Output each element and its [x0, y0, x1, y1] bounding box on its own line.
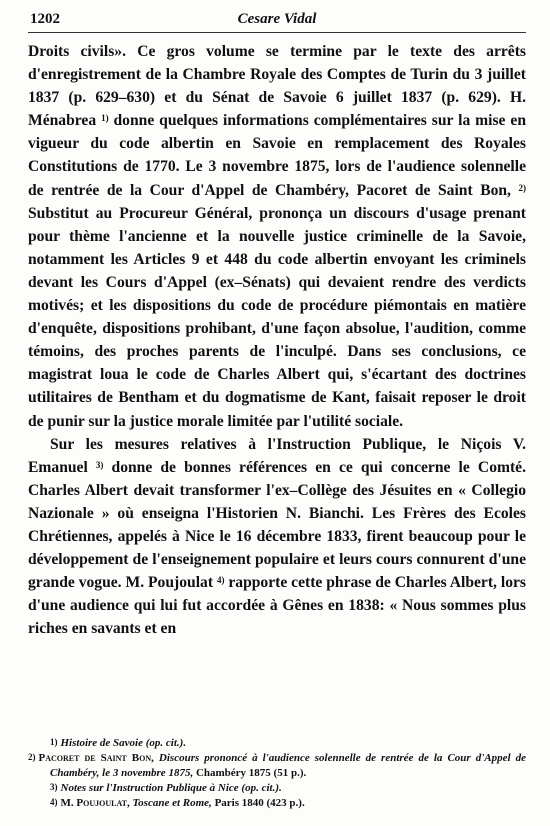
paragraph	[28, 40, 526, 433]
footnote-ref[interactable]: 1)	[101, 113, 109, 124]
footnote-title: Histoire de Savoie	[60, 737, 143, 749]
footnote-rest: Chambéry 1875 (51 p.).	[193, 767, 307, 779]
footnote-author: M. Poujoulat,	[60, 797, 130, 809]
page-header	[28, 8, 526, 33]
footnote-ref[interactable]: 3)	[95, 459, 104, 470]
body-text	[28, 40, 526, 640]
footnote	[28, 751, 526, 781]
running-title: Cesare Vidal	[237, 11, 317, 27]
footnote-ref[interactable]: 4)	[216, 575, 225, 586]
paragraph-text: Sur les mesures relatives à l'Instruction Publique, le Niçois V. Emanuel	[28, 435, 526, 476]
page-number: 1202	[30, 11, 60, 27]
footnote	[28, 796, 526, 811]
footnote-number: 1)	[50, 737, 58, 747]
footnote-number: 3)	[50, 782, 58, 792]
footnote-title: Notes sur l'Instruction Publique à Nice	[60, 782, 239, 794]
paragraph-text: rapporte cette phrase de Charles Albert, lors d'une audience qui lui fut accordée à Gênes en 1838: « Nous sommes plus riches en savants et en	[28, 574, 526, 638]
footnote-number: 2)	[28, 752, 36, 762]
footnote-ref[interactable]: 2)	[518, 182, 526, 193]
paragraph-text: Droits civils». Ce gros volume se termine par le texte des arrêts d'enregistrement de la Chambre Royale des Comptes de Turin du 3 juillet 1837 (p. 629–630) et du Sénat de Savoie 6 juillet 1837 (p. 629). H. Ménabrea	[28, 43, 526, 130]
footnote-rest: (op. cit.).	[143, 737, 187, 749]
footnote	[28, 736, 526, 751]
paragraph-text: Substitut au Procureur Général, prononça un discours d'usage prenant pour thème l'ancienne et la nouvelle justice criminelle de la Savoie, notamment les Articles 9 et 448 du code albertin envoyant les criminels devant les Cours d'Appel (ex–Sénats) qui devaient rendre des verdicts motivés; et les dispositions du code de procédure piémontais en matière d'enquête, dispositions prohibant, d'une façon absolue, l'audition, comme témoins, des proches parents de l'inculpé. Dans ses conclusions, ce magistrat loua le code de Charles Albert qui, s'écartant des doctrines utilitaires de Bentham et du dogmatisme de Kant, faisait reposer le droit de punir sur la justice morale limitée par l'utilité sociale.	[28, 204, 526, 430]
footnote-title: Discours prononcé à l'audience solennelle de rentrée de la Cour d'Appel de Chambéry, le 3 novembre 1875,	[50, 752, 526, 779]
footnote-rest: (op. cit.).	[238, 782, 282, 794]
footnote-author: Pacoret de Saint Bon,	[38, 752, 154, 764]
paragraph	[28, 433, 526, 641]
paragraph-text: donne quelques informations complémentaires sur la mise en vigueur du code albertin en Savoie en remplacement des Royales Constitutions de 1770. Le 3 novembre 1875, lors de l'audience solennelle de rentrée de la Cour d'Appel de Chambéry, Pacoret de Saint Bon,	[28, 112, 526, 199]
footnotes	[28, 736, 526, 811]
paragraph-text: donne de bonnes références en ce qui concerne le Comté. Charles Albert devait transformer l'ex–Collège des Jésuites en « Collegio Nazionale » où enseigna l'Historien N. Bianchi. Les Frères des Ecoles Chrétiennes, appelés à Nice le 16 décembre 1833, firent beaucoup pour le développement de l'enseignement populaire et leurs cours connurent d'une grande vogue. M. Poujoulat	[28, 458, 526, 592]
footnote-title: Toscane et Rome,	[129, 797, 212, 809]
footnote-rest: Paris 1840 (423 p.).	[211, 797, 305, 809]
footnote-number: 4)	[50, 797, 58, 807]
footnote	[28, 781, 526, 796]
